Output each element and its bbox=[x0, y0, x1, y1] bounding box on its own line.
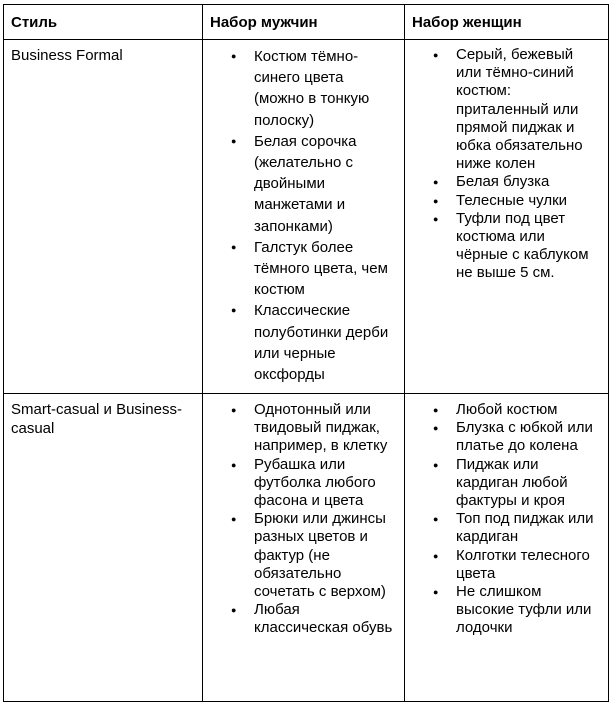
style-cell: Smart-casual и Business-casual bbox=[4, 394, 203, 702]
list-item: ● Топ под пиджак или кардиган bbox=[405, 510, 608, 546]
header-row bbox=[4, 5, 609, 40]
table-row bbox=[4, 40, 609, 394]
list-item: ● Серый, бежевый или тёмно-синий костюм: приталенный или прямой пиджак и юбка обязательно ниже колен bbox=[405, 46, 608, 173]
list-item: ● Телесные чулки bbox=[405, 192, 608, 210]
list-item: ● Классические полуботинки дерби или черные оксфорды bbox=[203, 300, 404, 385]
list-item: ● Костюм тёмно-синего цвета (можно в тонкую полоску) bbox=[203, 46, 404, 131]
women-list bbox=[405, 46, 608, 283]
men-cell bbox=[203, 394, 405, 702]
women-cell bbox=[405, 394, 609, 702]
list-item: ● Любой костюм bbox=[405, 401, 608, 419]
list-item: ● Пиджак или кардиган любой фактуры и кроя bbox=[405, 456, 608, 511]
dress-code-table bbox=[3, 4, 609, 702]
list-item: ● Галстук более тёмного цвета, чем костюм bbox=[203, 237, 404, 301]
header-women: Набор женщин bbox=[405, 5, 609, 40]
list-item: ● Белая сорочка (желательно с двойными манжетами и запонками) bbox=[203, 131, 404, 237]
list-item: ● Колготки телесного цвета bbox=[405, 547, 608, 583]
list-item: ● Брюки или джинсы разных цветов и фактур (не обязательно сочетать с верхом) bbox=[203, 510, 404, 601]
header-style: Стиль bbox=[4, 5, 203, 40]
style-cell: Business Formal bbox=[4, 40, 203, 394]
list-item: ● Туфли под цвет костюма или чёрные с каблуком не выше 5 см. bbox=[405, 210, 608, 283]
women-cell bbox=[405, 40, 609, 394]
men-list bbox=[203, 46, 404, 385]
list-item: ● Однотонный или твидовый пиджак, например, в клетку bbox=[203, 401, 404, 456]
list-item: ● Рубашка или футболка любого фасона и цвета bbox=[203, 456, 404, 511]
list-item: ● Белая блузка bbox=[405, 173, 608, 191]
men-list bbox=[203, 401, 404, 638]
table-row bbox=[4, 394, 609, 702]
list-item: ● Не слишком высокие туфли или лодочки bbox=[405, 583, 608, 638]
list-item: ● Блузка с юбкой или платье до колена bbox=[405, 419, 608, 455]
list-item: ● Любая классическая обувь bbox=[203, 601, 404, 637]
women-list bbox=[405, 401, 608, 638]
men-cell bbox=[203, 40, 405, 394]
header-men: Набор мужчин bbox=[203, 5, 405, 40]
